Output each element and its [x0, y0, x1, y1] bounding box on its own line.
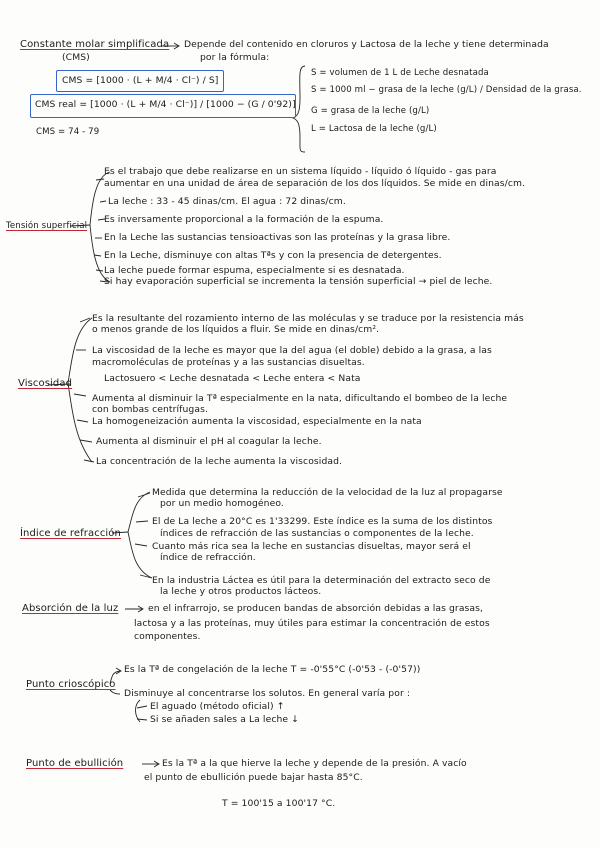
refraccion-item-3a: Cuanto más rica sea la leche en sustancias disueltas, mayor será el — [152, 541, 471, 552]
cms-abbr: (CMS) — [62, 52, 90, 63]
viscosidad-item-1b: o menos grande de los líquidos a fluir. Se mide en dinas/cm². — [92, 324, 380, 335]
ebullicion-title: Punto de ebullición — [26, 758, 124, 769]
viscosidad-title: Viscosidad — [18, 378, 73, 389]
tension-item-5: En la Leche, disminuye con altas Tªs y con la presencia de detergentes. — [104, 250, 442, 261]
viscosidad-order: Lactosuero < Leche desnatada < Leche entera < Nata — [104, 373, 361, 384]
tension-item-2: La leche : 33 - 45 dinas/cm. El agua : 72 dinas/cm. — [108, 196, 346, 207]
ebullicion-item-3: T = 100'15 a 100'17 °C. — [222, 798, 336, 809]
tension-item-7: Si hay evaporación superficial se incrementa la tensión superficial → piel de leche. — [104, 276, 493, 287]
cms-desc-line2: por la fórmula: — [200, 52, 270, 63]
tension-item-1b: aumentar en una unidad de área de separación de los dos líquidos. Se mide en dinas/cm. — [104, 178, 526, 189]
refraccion-item-4a: En la industria Láctea es útil para la determinación del extracto seco de — [152, 575, 491, 586]
refraccion-item-2a: El de La leche a 20°C es 1'33299. Este índice es la suma de los distintos — [152, 516, 493, 527]
cms-formula: CMS = [1000 · (L + M/4 · Cl⁻) / S] — [62, 75, 219, 86]
cms-value: CMS = 74 - 79 — [36, 127, 100, 137]
ebullicion-item-2: el punto de ebullición puede bajar hasta 85°C. — [144, 772, 363, 783]
tension-item-4: En la Leche las sustancias tensioactivas son las proteínas y la grasa libre. — [104, 232, 451, 243]
absorcion-item-1: en el infrarrojo, se producen bandas de absorción debidas a las grasas, — [148, 603, 484, 614]
crioscopico-item-4: Si se añaden sales a La leche ↓ — [150, 714, 299, 725]
refraccion-item-1a: Medida que determina la reducción de la velocidad de la luz al propagarse — [152, 487, 503, 498]
ebullicion-item-1: Es la Tª a la que hierve la leche y depende de la presión. A vacío — [162, 758, 467, 769]
cms-desc-line1: Depende del contenido en cloruros y Lactosa de la leche y tiene determinada — [184, 39, 549, 50]
viscosidad-item-3a: Aumenta al disminuir la Tª especialmente en la nata, dificultando el bombeo de la leche — [92, 393, 508, 404]
crioscopico-item-3: El aguado (método oficial) ↑ — [150, 701, 285, 712]
cms-title: Constante molar simplificada — [20, 39, 170, 50]
viscosidad-item-4: La homogeneización aumenta la viscosidad, especialmente en la nata — [92, 416, 422, 427]
absorcion-item-3: componentes. — [134, 631, 201, 642]
refraccion-item-1b: por un medio homogéneo. — [160, 498, 284, 509]
cms-real-formula: CMS real = [1000 · (L + M/4 · Cl⁻)] / [1000 − (G / 0'92)] — [35, 99, 296, 110]
crioscopico-item-2: Disminuye al concentrarse los solutos. En general varía por : — [124, 688, 411, 699]
tension-item-1a: Es el trabajo que debe realizarse en un sistema líquido - líquido ó líquido - gas para — [104, 166, 497, 177]
var-l: L = Lactosa de la leche (g/L) — [311, 124, 437, 134]
refraccion-item-2b: índices de refracción de las sustancias o componentes de la leche. — [160, 528, 474, 539]
var-s-volume: S = volumen de 1 L de Leche desnatada — [311, 68, 489, 78]
tension-item-6: La leche puede formar espuma, especialmente si es desnatada. — [104, 265, 405, 276]
var-g: G = grasa de la leche (g/L) — [311, 106, 430, 116]
viscosidad-item-2a: La viscosidad de la leche es mayor que la del agua (el doble) debido a la grasa, a las — [92, 345, 492, 356]
viscosidad-item-2b: macromoléculas de proteínas y a las sustancias disueltas. — [92, 357, 365, 368]
viscosidad-item-3b: con bombas centrífugas. — [92, 404, 208, 415]
refraccion-title: Índice de refracción — [20, 528, 121, 539]
absorcion-item-2: lactosa y a las proteínas, muy útiles para estimar la concentración de estos — [134, 618, 490, 629]
tension-item-3: Es inversamente proporcional a la formación de la espuma. — [104, 214, 384, 225]
viscosidad-item-6: La concentración de la leche aumenta la viscosidad. — [96, 456, 343, 467]
crioscopico-item-1: Es la Tª de congelación de la leche T = -0'55°C (-0'53 - (-0'57)) — [124, 664, 421, 675]
viscosidad-item-1a: Es la resultante del rozamiento interno de las moléculas y se traduce por la resistencia más — [92, 313, 524, 324]
refraccion-item-4b: la leche y otros productos lácteos. — [160, 586, 322, 597]
crioscopico-title: Punto crioscópico — [26, 679, 116, 690]
refraccion-item-3b: índice de refracción. — [160, 552, 256, 563]
absorcion-title: Absorción de la luz — [22, 603, 119, 614]
tension-title: Tensión superficial — [6, 221, 88, 231]
viscosidad-item-5: Aumenta al disminuir el pH al coagular la leche. — [96, 436, 322, 447]
var-s-formula: S = 1000 ml − grasa de la leche (g/L) / Densidad de la grasa. — [311, 85, 582, 95]
